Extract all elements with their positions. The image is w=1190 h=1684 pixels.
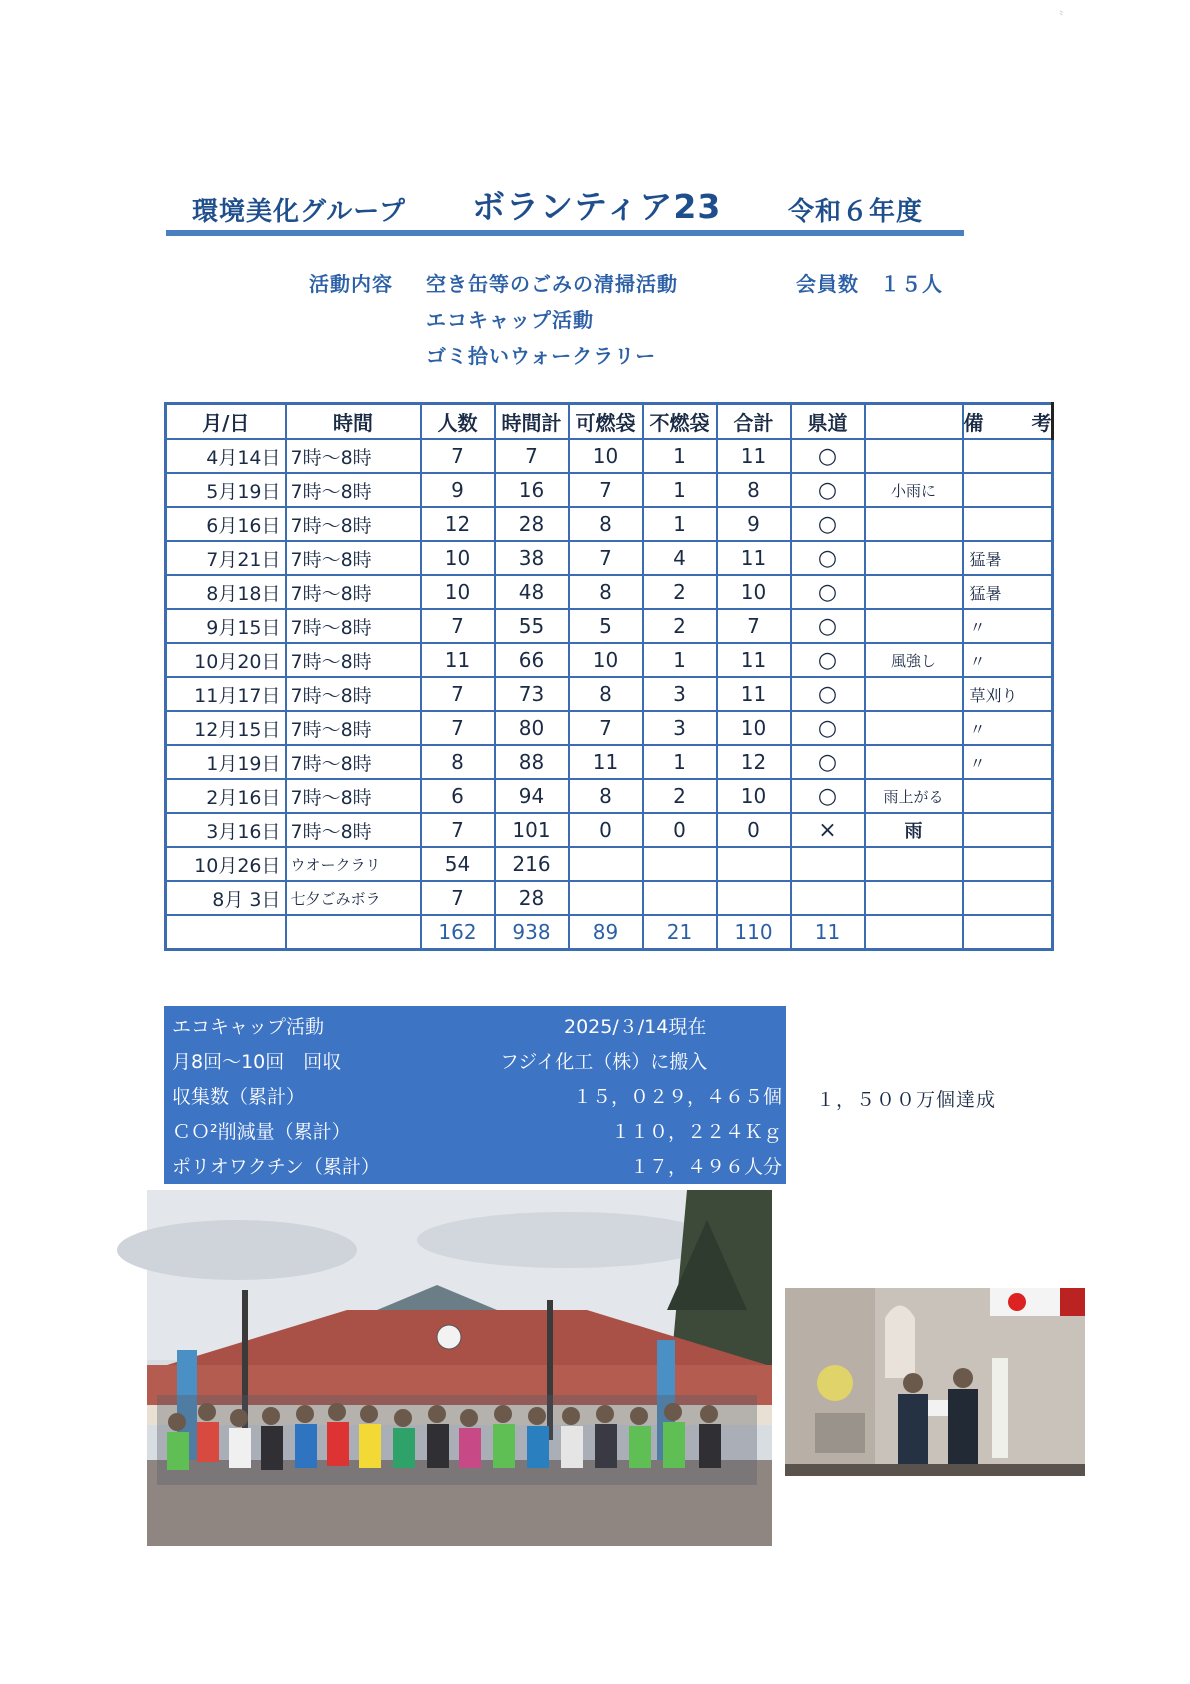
row-date: 8月 3日 [166,881,286,915]
row-road: ○ [791,575,865,609]
eco-label: ポリオワクチン（累計） [172,1156,380,1178]
row-remarks: 〃 [963,711,1053,745]
row-time: 7時～8時 [286,541,421,575]
eco-cap-panel [164,1006,786,1184]
row-time: 7時～8時 [286,643,421,677]
row-cumulative: 101 [495,813,569,847]
row-date: 3月16日 [166,813,286,847]
row-date: 5月19日 [166,473,286,507]
row-cumulative: 48 [495,575,569,609]
table-row [166,847,1053,881]
total-people: 162 [421,915,495,950]
row-remarks: 〃 [963,745,1053,779]
row-total: 11 [717,643,791,677]
total-road: 11 [791,915,865,950]
row-time: 7時～8時 [286,507,421,541]
row-weather: 雨 [865,813,963,847]
table-row [166,507,1053,541]
row-time: 七夕ごみボラ [286,881,421,915]
row-nonburnable: 4 [643,541,717,575]
row-date: 11月17日 [166,677,286,711]
table-row [166,541,1053,575]
row-date: 10月20日 [166,643,286,677]
corner-mark: 〝 [1052,10,1065,24]
row-total: 11 [717,541,791,575]
row-cumulative: 7 [495,439,569,473]
table-row [166,609,1053,643]
row-weather [865,881,963,915]
row-nonburnable: 2 [643,779,717,813]
row-road: ○ [791,439,865,473]
table-row [166,813,1053,847]
eco-row [164,1006,786,1042]
row-weather [865,847,963,881]
row-total [717,881,791,915]
row-burnable: 7 [569,541,643,575]
row-people: 7 [421,677,495,711]
eco-value: １１０，２２４Ｋｇ [610,1121,782,1143]
eco-value: １５，０２９，４６５個 [572,1086,782,1108]
row-date: 2月16日 [166,779,286,813]
row-total: 9 [717,507,791,541]
row-cumulative: 216 [495,847,569,881]
row-remarks [963,813,1053,847]
row-cumulative: 28 [495,507,569,541]
row-total: 10 [717,575,791,609]
row-total: 12 [717,745,791,779]
eco-label: ＣＯ²削減量（累計） [172,1121,351,1143]
header-nonburnable: 不燃袋 [643,404,717,440]
row-time: ウオークラリ [286,847,421,881]
header-weather [865,404,963,440]
row-people: 10 [421,575,495,609]
total-empty [166,915,286,950]
row-nonburnable: 2 [643,609,717,643]
row-road: ○ [791,643,865,677]
page-title [168,180,968,236]
eco-row [164,1146,786,1182]
table-row [166,575,1053,609]
row-date: 4月14日 [166,439,286,473]
activity-item-2: エコキャップ活動 [426,308,594,332]
row-weather [865,677,963,711]
row-date: 9月15日 [166,609,286,643]
row-remarks: 猛暑 [963,541,1053,575]
row-date: 8月18日 [166,575,286,609]
total-empty [865,915,963,950]
eco-row [164,1041,786,1077]
row-remarks [963,507,1053,541]
row-total: 11 [717,439,791,473]
row-people: 10 [421,541,495,575]
row-remarks [963,847,1053,881]
group-photo [147,1190,772,1546]
fiscal-year: 令和６年度 [788,197,924,227]
row-people: 7 [421,711,495,745]
row-burnable: 11 [569,745,643,779]
row-burnable: 8 [569,507,643,541]
row-people: 8 [421,745,495,779]
row-weather [865,507,963,541]
total-empty [286,915,421,950]
eco-value: フジイ化工（株）に搬入 [500,1051,708,1073]
row-date: 7月21日 [166,541,286,575]
row-remarks: 猛暑 [963,575,1053,609]
award-photo [785,1288,1085,1476]
row-remarks [963,779,1053,813]
row-total: 8 [717,473,791,507]
row-remarks [963,473,1053,507]
row-weather [865,439,963,473]
header-road: 県道 [791,404,865,440]
row-weather [865,575,963,609]
row-people: 11 [421,643,495,677]
row-remarks: 〃 [963,643,1053,677]
table-row [166,745,1053,779]
row-weather [865,609,963,643]
row-road: ○ [791,507,865,541]
row-remarks [963,439,1053,473]
row-cumulative: 38 [495,541,569,575]
activity-label: 活動内容 [309,272,393,296]
row-people: 54 [421,847,495,881]
row-total: 10 [717,779,791,813]
eco-label: 収集数（累計） [172,1086,306,1108]
total-cum: 938 [495,915,569,950]
row-nonburnable: 1 [643,473,717,507]
activity-item-3: ゴミ拾いウォークラリー [426,344,657,368]
row-cumulative: 55 [495,609,569,643]
activity-item-1: 空き缶等のごみの清掃活動 [426,272,678,296]
row-nonburnable: 1 [643,643,717,677]
row-weather: 風強し [865,643,963,677]
row-burnable [569,881,643,915]
row-nonburnable: 0 [643,813,717,847]
milestone-note: １，５００万個達成 [816,1089,997,1111]
header-time: 時間 [286,404,421,440]
row-cumulative: 94 [495,779,569,813]
row-date: 10月26日 [166,847,286,881]
row-nonburnable: 3 [643,677,717,711]
row-time: 7時～8時 [286,779,421,813]
table-row [166,473,1053,507]
row-date: 12月15日 [166,711,286,745]
table-row [166,881,1053,915]
row-nonburnable: 3 [643,711,717,745]
row-cumulative: 80 [495,711,569,745]
row-time: 7時～8時 [286,473,421,507]
row-burnable: 5 [569,609,643,643]
header-cumulative: 時間計 [495,404,569,440]
row-time: 7時～8時 [286,575,421,609]
total-burn: 89 [569,915,643,950]
row-weather: 雨上がる [865,779,963,813]
eco-value: 2025/３/14現在 [564,1016,707,1038]
row-total: 11 [717,677,791,711]
row-nonburnable: 1 [643,507,717,541]
row-remarks [963,881,1053,915]
row-road: ○ [791,541,865,575]
row-weather [865,745,963,779]
row-remarks: 草刈り [963,677,1053,711]
table-row [166,779,1053,813]
row-burnable: 7 [569,473,643,507]
row-road: ○ [791,745,865,779]
row-people: 7 [421,813,495,847]
total-nonburn: 21 [643,915,717,950]
row-weather [865,541,963,575]
row-road [791,847,865,881]
member-count: 会員数 １５人 [796,272,943,296]
row-burnable: 0 [569,813,643,847]
header-total: 合計 [717,404,791,440]
eco-row [164,1076,786,1112]
row-remarks: 〃 [963,609,1053,643]
volunteer-title: ボランティア23 [472,187,722,226]
row-time: 7時～8時 [286,711,421,745]
row-cumulative: 73 [495,677,569,711]
row-people: 6 [421,779,495,813]
eco-label: エコキャップ活動 [172,1016,325,1038]
row-total: 0 [717,813,791,847]
row-people: 9 [421,473,495,507]
row-burnable: 8 [569,779,643,813]
row-nonburnable [643,847,717,881]
row-road: × [791,813,865,847]
header-burnable: 可燃袋 [569,404,643,440]
row-weather: 小雨に [865,473,963,507]
header-remarks: 備 考 [963,404,1053,440]
table-row [166,677,1053,711]
row-cumulative: 16 [495,473,569,507]
row-time: 7時～8時 [286,439,421,473]
row-nonburnable: 2 [643,575,717,609]
row-road [791,881,865,915]
table-header-row [166,404,1053,440]
row-cumulative: 28 [495,881,569,915]
row-total: 10 [717,711,791,745]
total-total: 110 [717,915,791,950]
row-road: ○ [791,609,865,643]
row-cumulative: 66 [495,643,569,677]
row-burnable [569,847,643,881]
eco-row [164,1111,786,1147]
row-burnable: 7 [569,711,643,745]
row-burnable: 10 [569,439,643,473]
row-burnable: 10 [569,643,643,677]
row-people: 12 [421,507,495,541]
eco-label: 月8回～10回 回収 [172,1051,342,1073]
row-people: 7 [421,881,495,915]
row-people: 7 [421,609,495,643]
title-underline [166,230,964,236]
row-nonburnable: 1 [643,439,717,473]
table-row [166,439,1053,473]
row-nonburnable: 1 [643,745,717,779]
row-cumulative: 88 [495,745,569,779]
row-date: 1月19日 [166,745,286,779]
total-empty [963,915,1053,950]
row-burnable: 8 [569,677,643,711]
eco-value: １７，４９６人分 [629,1156,782,1178]
table-row [166,643,1053,677]
row-weather [865,711,963,745]
row-total: 7 [717,609,791,643]
row-time: 7時～8時 [286,745,421,779]
row-nonburnable [643,881,717,915]
row-burnable: 8 [569,575,643,609]
header-people: 人数 [421,404,495,440]
row-road: ○ [791,779,865,813]
row-time: 7時～8時 [286,677,421,711]
totals-row [166,915,1053,950]
row-road: ○ [791,711,865,745]
row-road: ○ [791,677,865,711]
row-time: 7時～8時 [286,813,421,847]
header-date: 月/日 [166,404,286,440]
row-road: ○ [791,473,865,507]
row-time: 7時～8時 [286,609,421,643]
table-row [166,711,1053,745]
row-total [717,847,791,881]
row-people: 7 [421,439,495,473]
group-name: 環境美化グループ [192,197,406,227]
activity-log-table [164,402,1066,951]
row-date: 6月16日 [166,507,286,541]
